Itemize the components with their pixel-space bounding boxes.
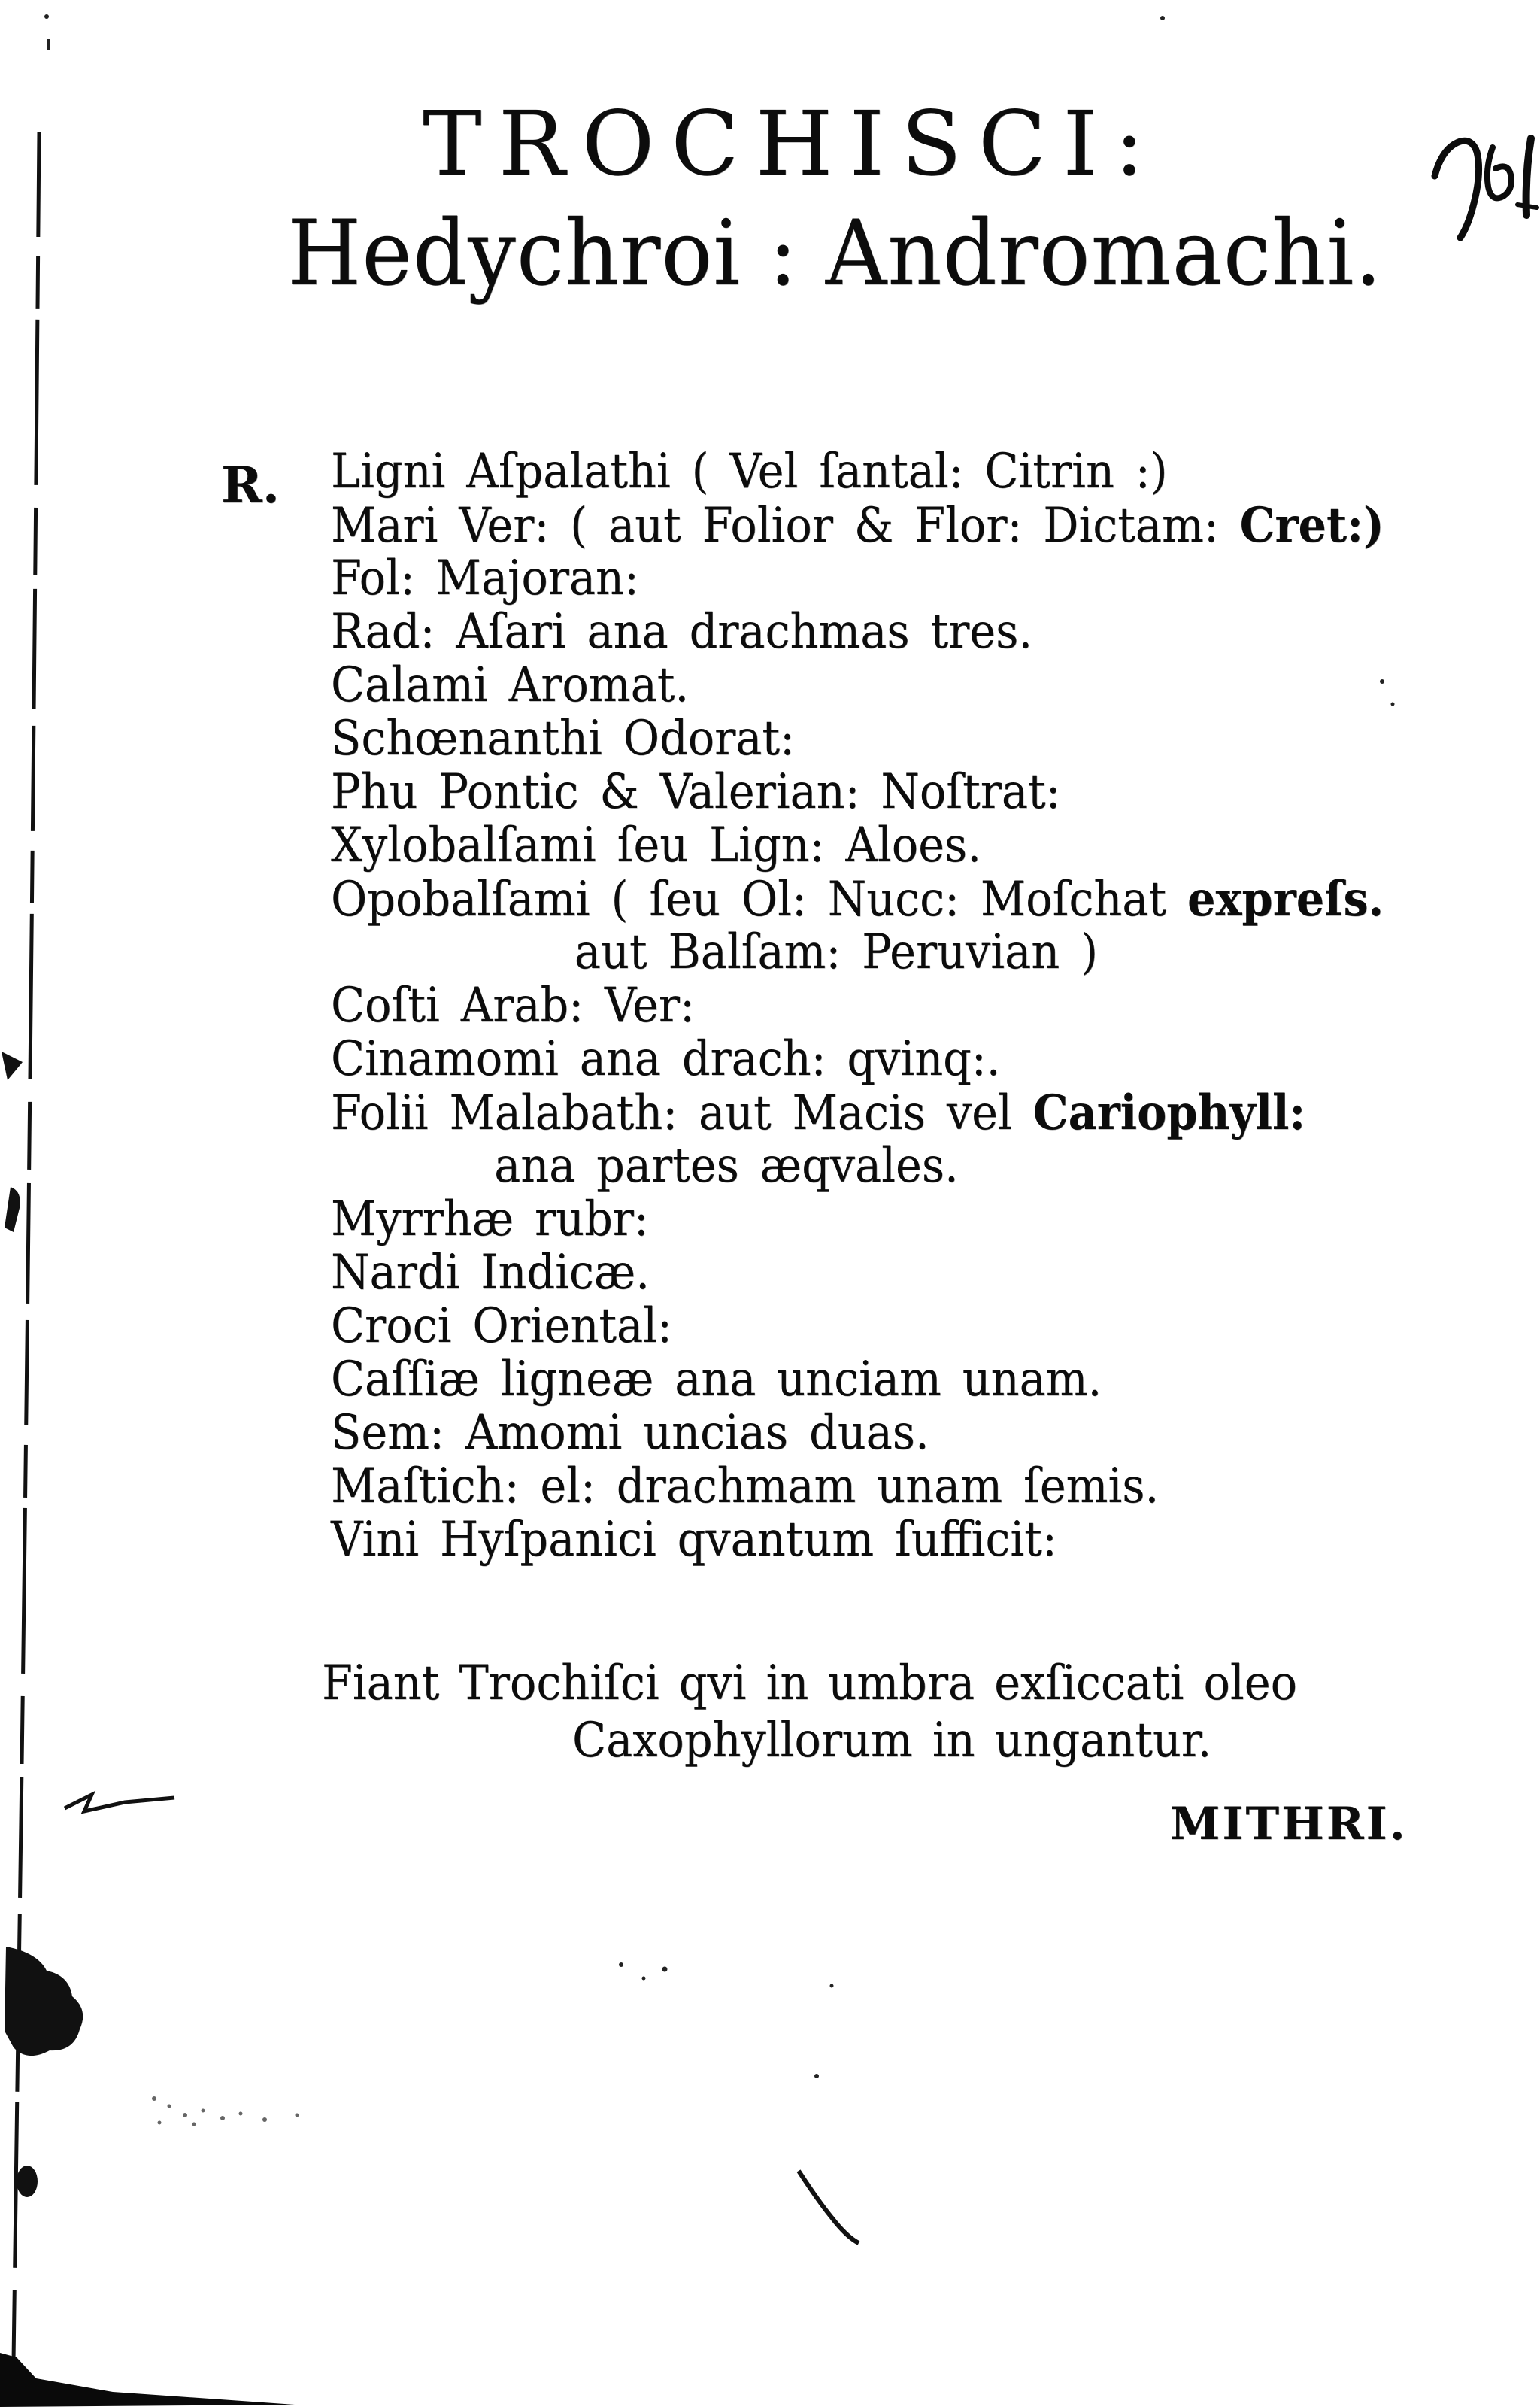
ingredient-list (331, 445, 1384, 1567)
ingredient-line (331, 979, 1384, 1033)
signature: MITHRI. (1170, 1798, 1408, 1850)
instruction-line (572, 1712, 1297, 1769)
text-segment: Rad: Aſari ana drachmas tres. (331, 604, 1033, 660)
ingredient-line (331, 1407, 1384, 1460)
ink-blot-small (17, 2166, 38, 2197)
text-segment: aut Balſam: Peruvian ) (574, 924, 1099, 980)
text-segment: Cariophyll: (1032, 1085, 1306, 1141)
faint-dotted-smudge (152, 2096, 299, 2126)
text-segment: Caſſiæ ligneæ ana unciam unam. (331, 1352, 1102, 1407)
ingredient-line (331, 1033, 1384, 1086)
ingredient-line (331, 1300, 1384, 1353)
text-segment: Opobalſami ( ſeu Ol: Nucc: Moſchat (331, 872, 1187, 927)
ingredient-line (331, 1246, 1384, 1300)
text-segment: Vini Hyſpanici qvantum ſufficit: (331, 1512, 1057, 1568)
ingredient-line (331, 1353, 1384, 1407)
page-title: TROCHISCI: (423, 92, 1161, 196)
text-segment: Cret:) (1239, 497, 1384, 554)
text-segment: Nardi Indicæ. (331, 1245, 650, 1301)
page-subtitle: Hedychroi : Andromachi. (287, 202, 1383, 306)
ingredient-line (331, 499, 1384, 552)
ingredient-line (331, 1193, 1384, 1246)
text-segment: Fiant Trochiſci qvi in umbra exſiccati oleo (322, 1656, 1298, 1711)
instruction-line (322, 1655, 1297, 1712)
text-segment: Caxophyllorum in ungantur. (572, 1713, 1212, 1768)
ingredient-line (331, 552, 1384, 606)
handwritten-ink-mark (1435, 138, 1537, 238)
margin-ink-hook (2, 1052, 23, 1080)
text-segment: Myrrhæ rubr: (331, 1191, 649, 1247)
ingredient-line (574, 926, 1384, 979)
text-segment: Cinamomi ana drach: qvinq:. (331, 1031, 1001, 1087)
text-segment: Maſtich: el: drachmam unam ſemis. (331, 1458, 1160, 1514)
text-segment: Folii Malabath: aut Macis vel (331, 1085, 1033, 1141)
margin-flourish (65, 1795, 174, 1811)
ingredient-line (331, 712, 1384, 766)
ingredient-line (331, 1086, 1384, 1140)
ingredient-line (331, 1513, 1384, 1567)
ingredient-line (331, 445, 1384, 499)
ink-blot (5, 1947, 83, 2056)
text-segment: Schœnanthi Odorat: (331, 711, 795, 766)
binding-edge-line (14, 132, 39, 2362)
text-segment: Coſti Arab: Ver: (331, 978, 695, 1034)
ingredient-line (331, 873, 1384, 926)
ingredient-line (331, 819, 1384, 873)
text-segment: Phu Pontic & Valerian: Noſtrat: (331, 764, 1061, 820)
ingredient-line (494, 1140, 1384, 1193)
text-segment: Ligni Aſpalathi ( Vel ſantal: Citrin :) (331, 444, 1168, 499)
text-segment: Sem: Amomi uncias duas. (331, 1405, 929, 1461)
ingredient-line (331, 606, 1384, 659)
ingredient-line (331, 1460, 1384, 1513)
text-segment: Fol: Majoran: (331, 551, 639, 606)
text-segment: Mari Ver: ( aut Folior & Flor: Dictam: (331, 498, 1240, 554)
ingredient-line (331, 766, 1384, 819)
margin-ink-mark (5, 1187, 20, 1232)
recipe-symbol: R. (221, 456, 280, 514)
text-segment: ana partes æqvales. (494, 1138, 959, 1194)
ink-streak (799, 2171, 859, 2243)
text-segment: Croci Oriental: (331, 1298, 672, 1354)
instruction-block (322, 1655, 1297, 1769)
text-segment: Calami Aromat. (331, 657, 690, 713)
text-segment: expreſs. (1187, 871, 1384, 927)
bottom-edge-shadow (0, 2353, 295, 2407)
text-segment: Xylobalſami ſeu Lign: Aloes. (331, 818, 981, 873)
ingredient-line (331, 659, 1384, 712)
